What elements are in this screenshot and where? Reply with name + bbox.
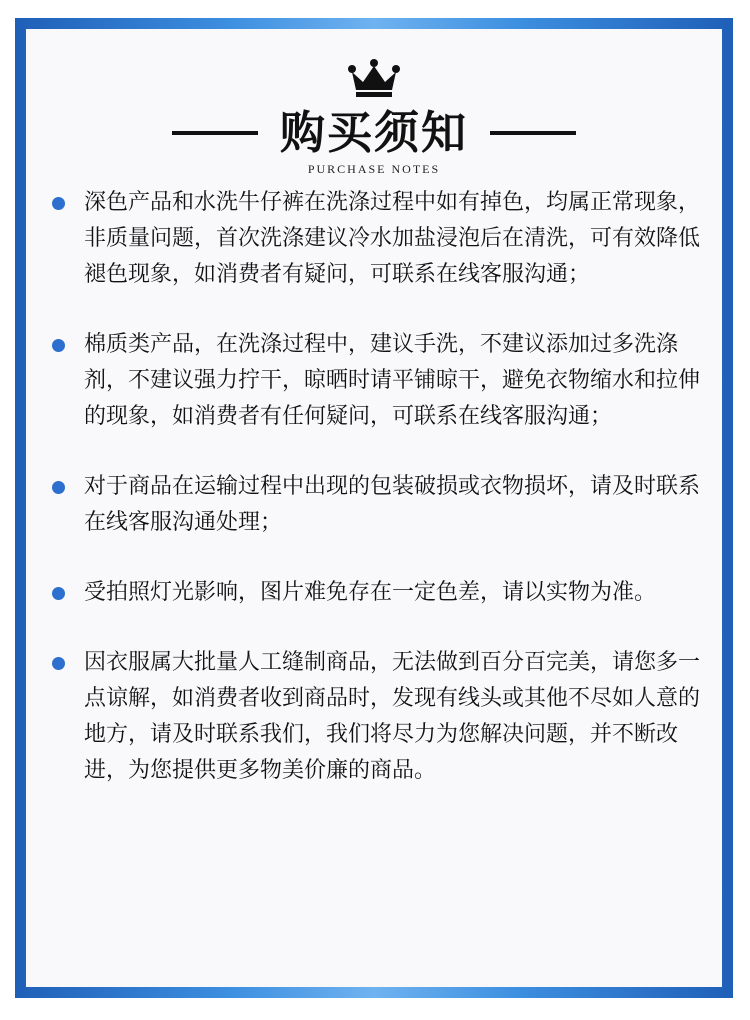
note-text: 对于商品在运输过程中出现的包装破损或衣物损坏，请及时联系在线客服沟通处理； [84, 474, 701, 535]
title-line-right [490, 131, 576, 135]
page-title: 购买须知 [279, 106, 468, 159]
note-item [52, 327, 712, 435]
bullet-dot-icon [52, 481, 65, 494]
page-subtitle: PURCHASE NOTES [307, 162, 441, 176]
note-item [52, 575, 712, 611]
notes-list [52, 185, 712, 823]
bullet-dot-icon [52, 339, 65, 352]
bullet-dot-icon [52, 587, 65, 600]
title-row [26, 103, 722, 163]
bullet-dot-icon [52, 197, 65, 210]
note-item [52, 645, 712, 789]
notes-panel [26, 29, 722, 987]
bullet-dot-icon [52, 657, 65, 670]
title-line-left [172, 131, 258, 135]
note-text: 深色产品和水洗牛仔裤在洗涤过程中如有掉色，均属正常现象，非质量问题，首次洗涤建议冷水加盐浸泡后在清洗，可有效降低褪色现象，如消费者有疑问，可联系在线客服沟通； [84, 190, 701, 287]
crown-icon [347, 58, 401, 98]
note-item [52, 185, 712, 293]
note-item [52, 469, 712, 541]
note-text: 棉质类产品，在洗涤过程中，建议手洗，不建议添加过多洗涤剂，不建议强力拧干，晾晒时请平铺晾干，避免衣物缩水和拉伸的现象，如消费者有任何疑问，可联系在线客服沟通； [84, 332, 701, 429]
blue-frame [15, 18, 733, 998]
note-text: 受拍照灯光影响，图片难免存在一定色差，请以实物为准。 [84, 580, 657, 605]
note-text: 因衣服属大批量人工缝制商品，无法做到百分百完美，请您多一点谅解，如消费者收到商品时，发现有线头或其他不尽如人意的地方，请及时联系我们，我们将尽力为您解决问题，并不断改进，为您提供更多物美价廉的商品。 [84, 650, 701, 783]
